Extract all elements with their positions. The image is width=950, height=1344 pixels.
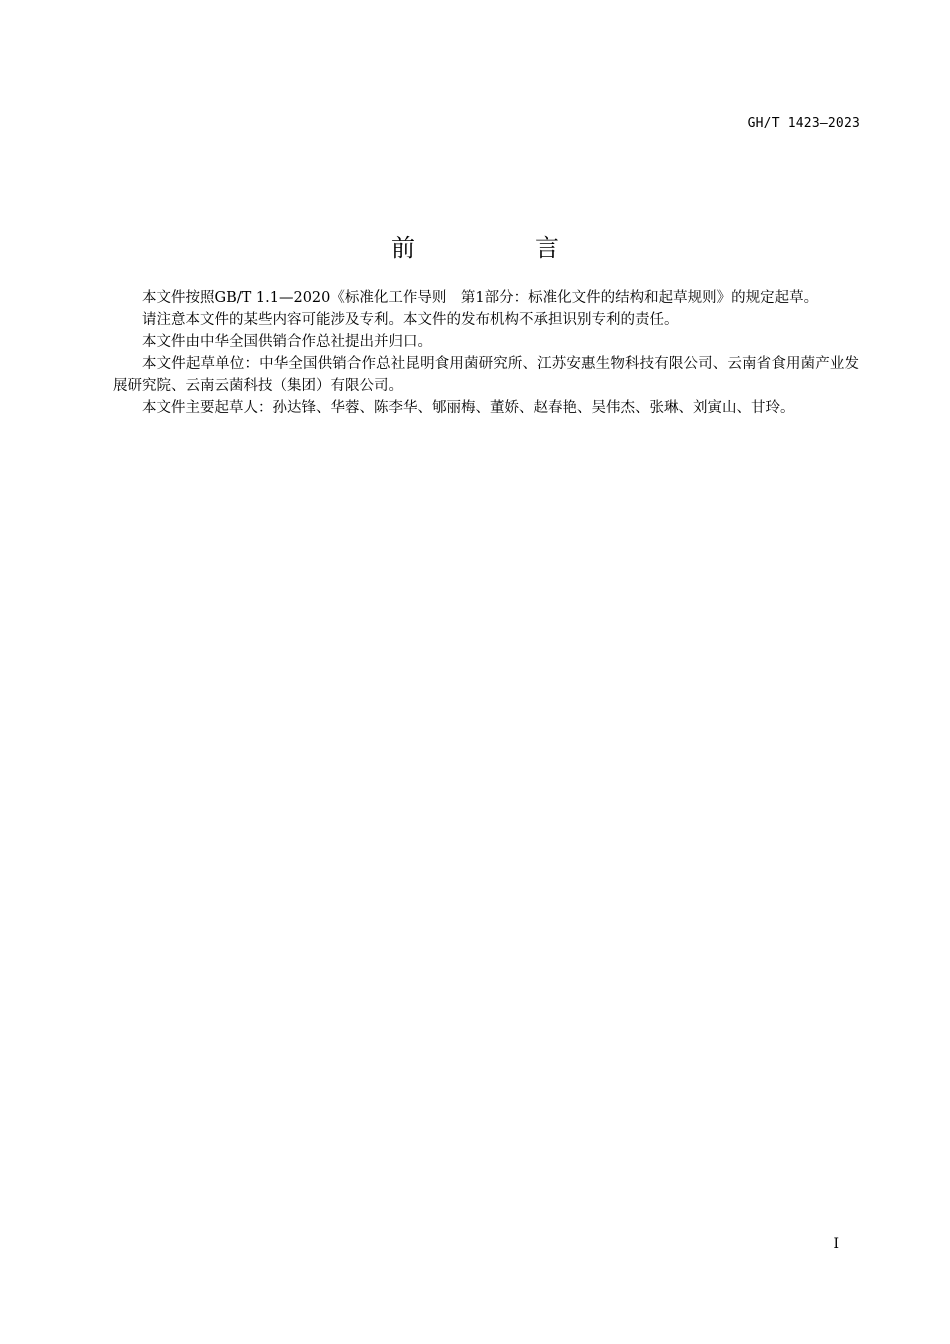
- paragraph-drafting-rules: 本文件按照GB/T 1.1—2020《标准化工作导则 第1部分：标准化文件的结构和起草规则》的规定起草。: [142, 290, 819, 306]
- page-title: 前 言: [391, 234, 607, 262]
- paragraph-patent-notice: 请注意本文件的某些内容可能涉及专利。本文件的发布机构不承担识别专利的责任。: [142, 312, 679, 328]
- paragraph-proposer: 本文件由中华全国供销合作总社提出并归口。: [142, 334, 432, 350]
- foreword-body: [113, 287, 859, 419]
- page-number: I: [833, 1236, 839, 1252]
- paragraph-drafters: 本文件主要起草人：孙达锋、华蓉、陈李华、郇丽梅、董娇、赵春艳、吴伟杰、张琳、刘寅山、甘玲。: [142, 400, 795, 416]
- paragraph-drafting-units: 本文件起草单位：中华全国供销合作总社昆明食用菌研究所、江苏安惠生物科技有限公司、云南省食用菌产业发展研究院、云南云菌科技（集团）有限公司。: [113, 356, 859, 394]
- standard-code: GH/T 1423—2023: [747, 116, 860, 131]
